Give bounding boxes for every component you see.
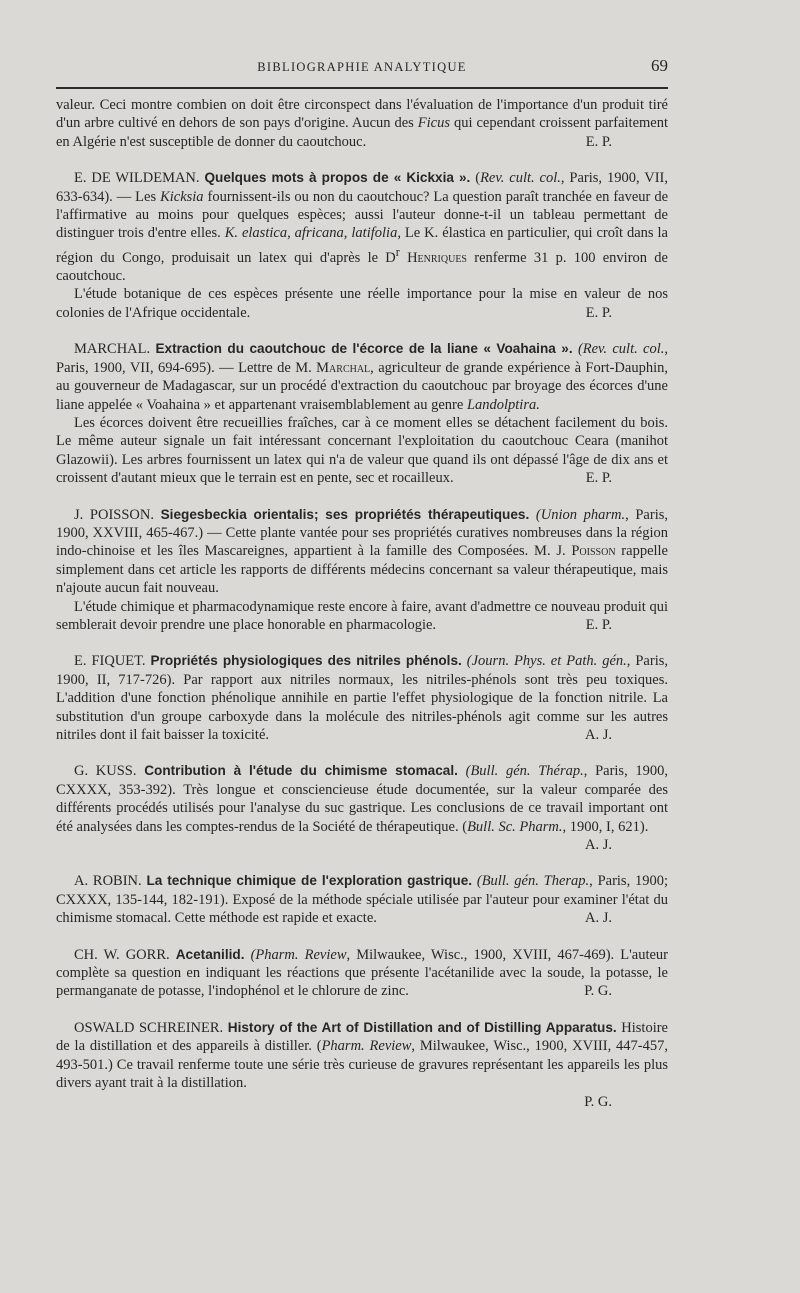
bibliography-entry	[56, 652, 668, 744]
ref-details: , Paris, 1900, VII, 694-695). — Lettre de M.	[56, 341, 668, 376]
entry-title: Siegesbeckia orientalis; ses propriétés thérapeutiques.	[160, 506, 530, 522]
entry-author: A. ROBIN.	[74, 873, 142, 890]
entry-title: Quelques mots à propos de « Kickxia ».	[204, 170, 471, 186]
bibliography-entry	[56, 872, 668, 927]
entry-author: CH. W. GORR.	[74, 946, 170, 963]
entry-author: OSWALD SCHREINER.	[74, 1019, 224, 1036]
signature: P. G.	[584, 1093, 612, 1110]
page-number: 69	[651, 56, 668, 75]
signature: E. P.	[585, 616, 612, 633]
ref-details: , Milwaukee, Wisc., 1900, XVIII, 447-457, 493-501.) Ce travail renferme toute une série très curieuse de gravures représentant les appareils les plus divers ayant trait à la distillation.	[56, 1038, 669, 1092]
bibliography-entry	[56, 762, 668, 854]
page-body	[56, 96, 668, 1129]
ref-details: , Paris, 1900, CXXXX, 353-392). Très longue et consciencieuse étude documentée, sur la valeur comparée des différents procédés utilisés pour l'analyse du suc gastrique. Les conclusions de ce travail important ont été analysées dans les comptes-rendus de la Société de thérapeutique. (	[56, 763, 669, 835]
body-italic-2: K. elastica, africana, latifolia,	[224, 225, 401, 242]
bibliography-entry	[56, 1019, 668, 1111]
entry-title: Extraction du caoutchouc de l'écorce de la liane « Voahaina ».	[155, 341, 573, 357]
intro-paragraph	[56, 96, 668, 151]
intro-text: valeur. Ceci montre combien on doit être circonspect dans l'évaluation de l'importance d'un produit tiré d'un arbre cultivé en dehors de son pays d'origine. Aucun des	[56, 97, 668, 132]
small-caps-name: Henriques	[399, 249, 467, 266]
entry-body-3: renferme 31 p. 100 environ de caoutchouc.	[56, 249, 668, 285]
entry-body: Histoire de la distillation et des appareils à distiller. (	[56, 1019, 668, 1055]
signature: P. G.	[584, 983, 612, 1000]
entry-author: J. POISSON.	[74, 506, 154, 523]
signature: E. P.	[585, 470, 612, 487]
entry-author: G. KUSS.	[74, 763, 137, 780]
entry-title: History of the Art of Distillation and of Distilling Apparatus.	[227, 1019, 617, 1035]
signature: E. P.	[585, 133, 612, 150]
entry-body: rappelle simplement dans cet article les rapports de différents médecins concernant sa valeur thérapeutique, mais n'ajoute aucun fait nouveau.	[56, 543, 668, 597]
entry-title: Propriétés physiologiques des nitriles phénols.	[150, 653, 462, 669]
intro-text-2: qui cependant croissent parfaitement en Algérie n'est susceptible de donner du caoutchouc.	[56, 115, 669, 150]
ref-details: , Paris, 1900, II, 717-726). Par rapport aux nitriles normaux, les nitriles-phénols sont très peu toxiques. L'addition d'une fonction phénolique annihile en partie l'effet physiologique de la fonction nitrile. La substitution d'un groupe carboxyde dans la molécule des nitriles-phénols agit comme sur les autres nitriles dont il fait baisser la toxicité.	[56, 653, 668, 744]
bibliography-entry	[56, 169, 668, 322]
ref-journal-2: Bull. Sc. Pharm.	[467, 818, 563, 835]
small-caps-name: Poisson	[571, 543, 616, 560]
entry-paragraph-2: Les écorces doivent être recueillies fraîches, car à ce moment elles se détachent facilement du bois. Le même auteur signale un fait intéressant concernant l'exploitation du caoutchouc Ceara (manihot Glazowii). Les arbres fournissent un latex qui n'a de valeur que quand ils ont dépassé l'âge de dix ans et croissent d'autant mieux que le terrain est en pente, sec et rocailleux.	[56, 414, 668, 487]
small-caps-name: Marchal	[316, 359, 371, 376]
ref-journal: (Bull. gén. Therap.	[476, 873, 590, 890]
page-header	[56, 58, 668, 88]
ref-journal: (Rev. cult. col.	[577, 341, 665, 358]
entry-author: E. DE WILDEMAN.	[74, 170, 200, 187]
ref-details: , Paris, 1900, VII, 633-634). — Les	[56, 170, 668, 205]
ref-details-2: , 1900, I, 621).	[562, 818, 649, 835]
bibliography-entry	[56, 506, 668, 635]
ref-journal: (Union pharm.	[535, 506, 626, 523]
signature: A. J.	[585, 727, 612, 744]
entry-body: fournissent-ils ou non du caoutchouc? La question paraît tranchée en faveur de l'affirmative au moins pour quelques espèces; aussi l'auteur donne-t-il un tableau permettant de distinguer trois d'entre elles.	[56, 188, 669, 242]
entry-title: La technique chimique de l'exploration gastrique.	[146, 873, 473, 889]
ref-details: , Paris, 1900, XXVIII, 465-467.) — Cette plante vantée pour ses propriétés curatives nombreuses dans la région indo-chinoise et les îles Mascareignes, appartient à la famille des Composées. M. J.	[56, 506, 668, 560]
entry-author: E. FIQUET.	[74, 653, 146, 670]
ref-journal: (Pharm. Review	[250, 946, 347, 963]
signature: A. J.	[585, 837, 612, 854]
ref-details: , Milwaukee, Wisc., 1900, XVIII, 467-469). L'auteur complète sa question en indiquant les réactions que présente l'acétanilide avec la soude, la potasse, le permanganate de potasse, l'indophénol et le chlorure de zinc.	[56, 946, 668, 1000]
signature: A. J.	[585, 910, 612, 927]
ref-journal: Rev. cult. col.	[480, 170, 561, 187]
body-italic: Landolptira.	[466, 396, 540, 413]
ref-journal: Pharm. Review	[321, 1038, 412, 1055]
entry-title: Acetanilid.	[175, 946, 245, 962]
ref-open: (	[470, 170, 481, 187]
entry-body-2: Le K. élastica en particulier, qui croît dans la région du Congo, produisait un latex qui d'après le D	[56, 225, 668, 266]
signature: E. P.	[585, 304, 612, 321]
ref-journal: (Bull. gén. Thérap.	[465, 763, 584, 780]
bibliography-entry	[56, 946, 668, 1001]
entry-paragraph-2: L'étude chimique et pharmacodynamique reste encore à faire, avant d'admettre ce nouveau produit qui semblerait devoir prendre une place honorable en pharmacologie.	[56, 598, 668, 633]
ref-details: , Paris, 1900; CXXXX, 135-144, 182-191). Exposé de la méthode spéciale utilisée par l'auteur pour examiner l'état du chimisme stomacal. Cette méthode est rapide et exacte.	[56, 873, 669, 927]
body-italic: Kicksia	[160, 188, 204, 205]
ref-journal: (Journ. Phys. et Path. gén.	[466, 653, 627, 670]
header-rule	[56, 87, 668, 89]
intro-italic: Ficus	[417, 115, 451, 132]
entry-author: MARCHAL.	[74, 341, 151, 358]
entry-paragraph-2: L'étude botanique de ces espèces présente une réelle importance pour la mise en valeur de nos colonies de l'Afrique occidentale.	[56, 286, 668, 321]
entry-body: , agriculteur de grande expérience à Fort-Dauphin, au gouverneur de Madagascar, sur un procédé d'extraction du caoutchouc par broyage des écorces d'une liane appelée « Voahaina » et appartenant vraisemblablement au genre	[56, 359, 668, 413]
entry-title: Contribution à l'étude du chimisme stomacal.	[144, 763, 458, 779]
running-title: BIBLIOGRAPHIE ANALYTIQUE	[257, 60, 467, 74]
superscript: r	[395, 244, 400, 259]
bibliography-entry	[56, 340, 668, 487]
